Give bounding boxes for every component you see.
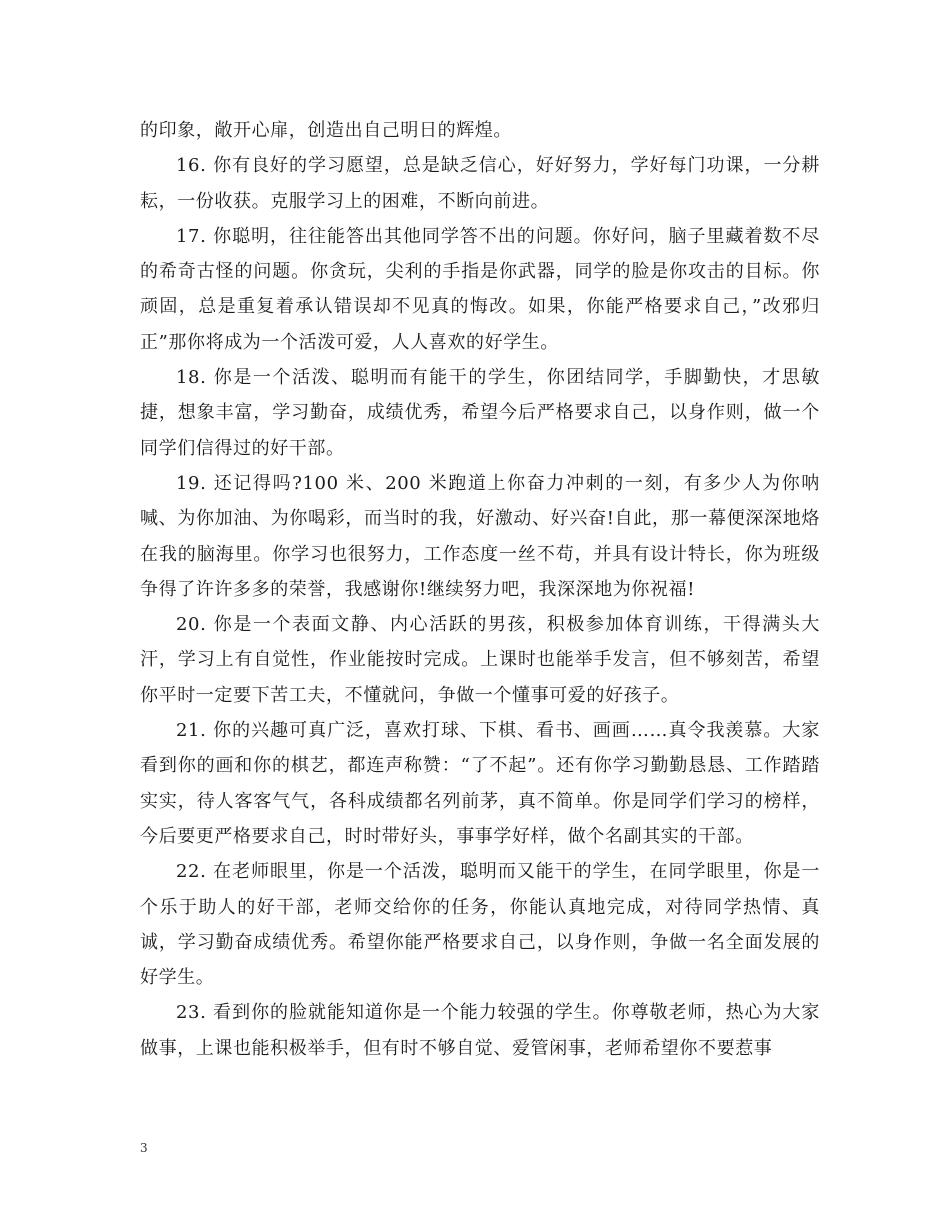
paragraph-comment-18: 18. 你是一个活泼、聪明而有能干的学生，你团结同学，手脚勤快，才思敏捷，想象丰富，学习勤奋，成绩优秀，希望今后严格要求自己，以身作则，做一个同学们信得过的好干部。 [140,367,820,459]
paragraph-comment-16: 16. 你有良好的学习愿望，总是缺乏信心，好好努力，学好每门功课，一分耕耘，一份收获。克服学习上的困难，不断向前进。 [140,155,820,212]
paragraph-comment-21: 21. 你的兴趣可真广泛，喜欢打球、下棋、看书、画画……真令我羡慕。大家看到你的画和你的棋艺，都连声称赞：“了不起”。还有你学习勤勤恳恳、工作踏踏实实，待人客客气气，各科成绩都名列前茅，真不简单。你是同学们学习的榜样，今后要更严格要求自己，时时带好头，事事学好样，做个名副其实的干部。 [140,720,820,847]
paragraph-continuation: 的印象，敞开心扉，创造出自己明日的辉煌。 [140,120,512,141]
paragraph-comment-23: 23. 看到你的脸就能知道你是一个能力较强的学生。你尊敬老师，热心为大家做事，上课也能积极举手，但有时不够自觉、爱管闲事，老师希望你不要惹事 [140,1002,820,1059]
paragraph-comment-22: 22. 在老师眼里，你是一个活泼，聪明而又能干的学生，在同学眼里，你是一个乐于助人的好干部，老师交给你的任务，你能认真地完成，对待同学热情、真诚，学习勤奋成绩优秀。希望你能严格要求自己，以身作则，争做一名全面发展的好学生。 [140,861,820,989]
paragraph-comment-17: 17. 你聪明，往往能答出其他同学答不出的问题。你好问，脑子里藏着数不尽的希奇古怪的问题。你贪玩，尖利的手指是你武器，同学的脸是你攻击的目标。你顽固，总是重复着承认错误却不见真的悔改。如果，你能严格要求自己，”改邪归正”那你将成为一个活泼可爱，人人喜欢的好学生。 [140,225,820,353]
paragraph-comment-20: 20. 你是一个表面文静、内心活跃的男孩，积极参加体育训练，干得满头大汗，学习上有自觉性，作业能按时完成。上课时也能举手发言，但不够刻苦，希望你平时一定要下苦工夫，不懂就问，争做一个懂事可爱的好孩子。 [140,614,820,706]
page-number: 3 [140,1141,148,1155]
paragraph-comment-19: 19. 还记得吗?100 米、200 米跑道上你奋力冲刺的一刻，有多少人为你呐喊、为你加油、为你喝彩，而当时的我，好激动、好兴奋!自此，那一幕便深深地烙在我的脑海里。你学习也很努力，工作态度一丝不苟，并具有设计特长，你为班级争得了许许多多的荣誉，我感谢你!继续努力吧，我深深地为你祝福! [140,472,820,600]
document-body [140,113,820,1066]
